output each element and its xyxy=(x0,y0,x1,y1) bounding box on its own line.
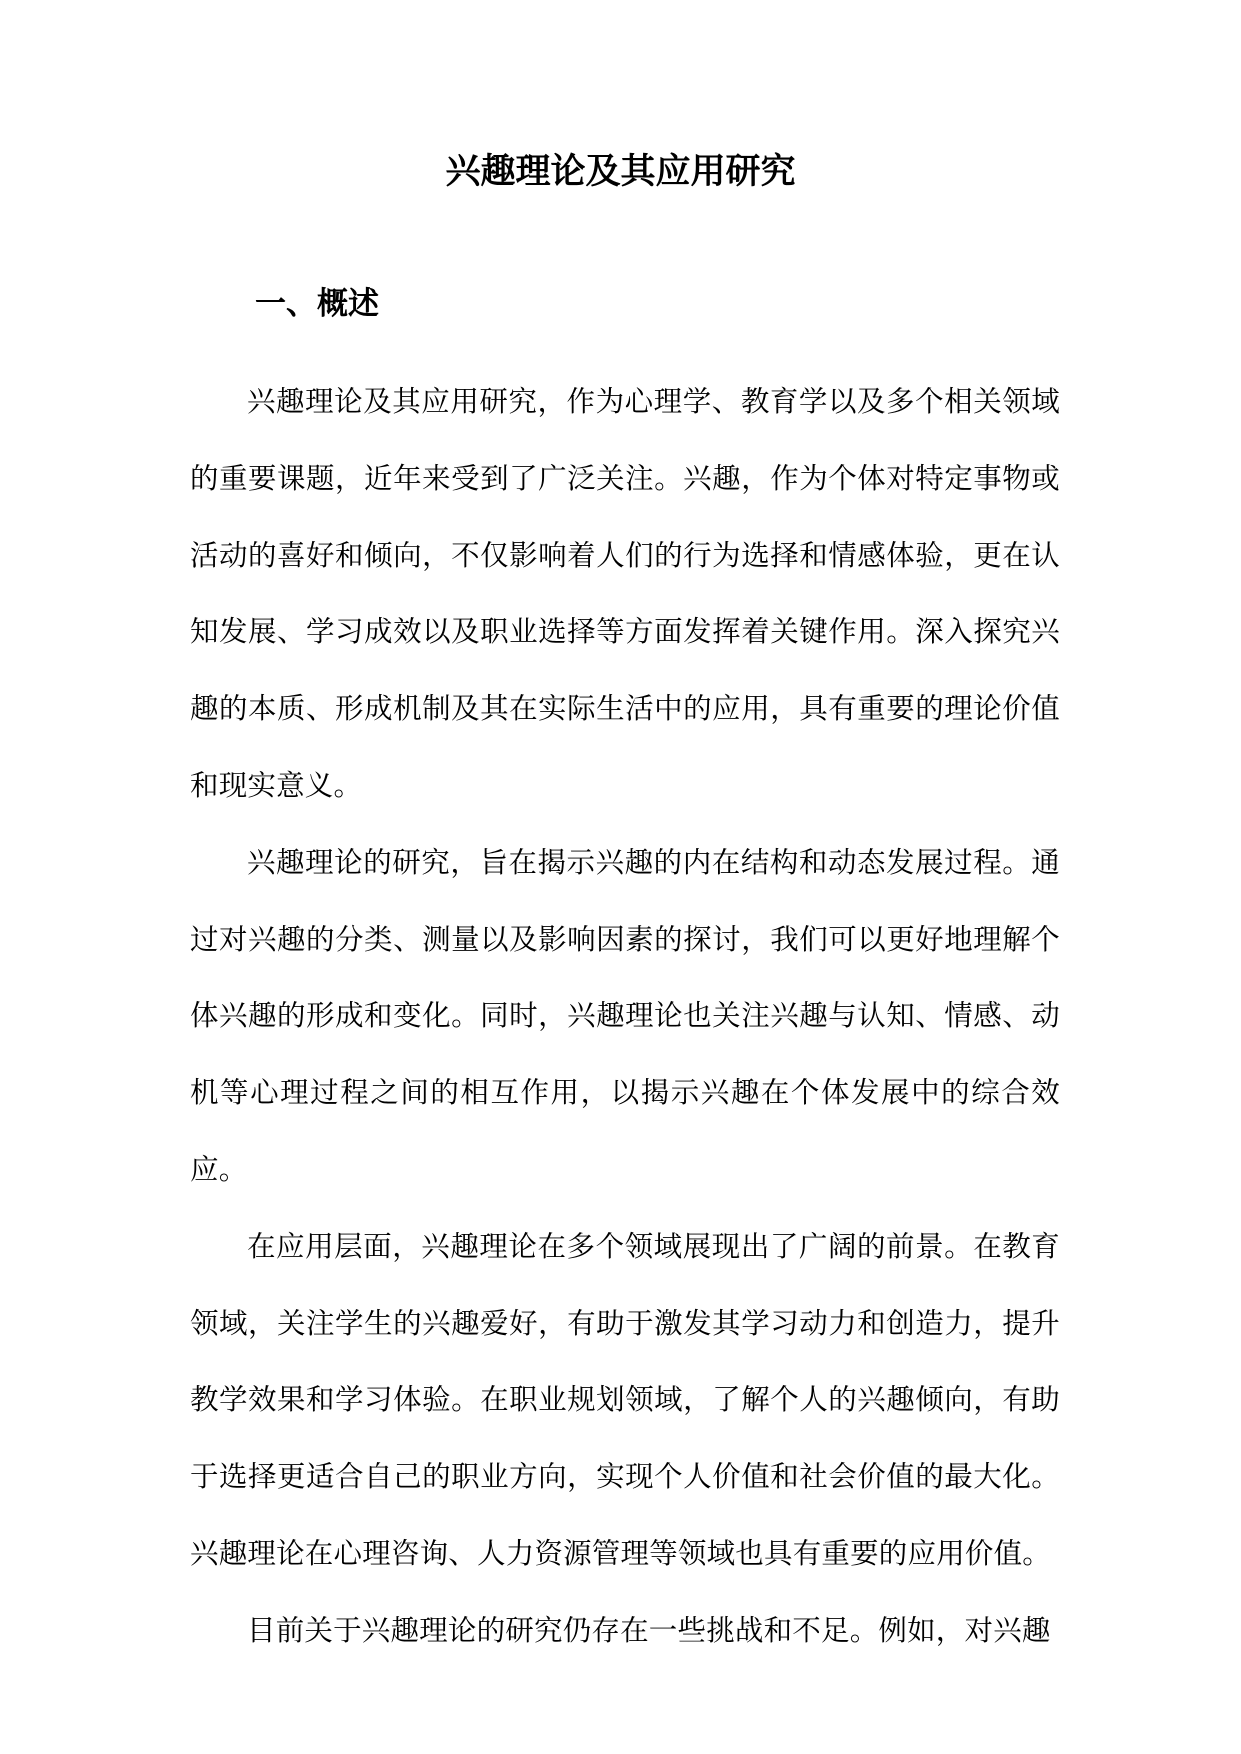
document-title: 兴趣理论及其应用研究 xyxy=(445,152,796,192)
paragraph: 兴趣理论的研究，旨在揭示兴趣的内在结构和动态发展过程。通过对兴趣的分类、测量以及影响因素的探讨，我们可以更好地理解个体兴趣的形成和变化。同时，兴趣理论也关注兴趣与认知、情感、动机等心理过程之间的相互作用，以揭示兴趣在个体发展中的综合效应。 xyxy=(190,845,1060,1186)
paragraph: 目前关于兴趣理论的研究仍存在一些挑战和不足。例如，对兴趣 xyxy=(247,1613,1051,1647)
body-text xyxy=(190,364,1060,1670)
section-heading-overview: 一、概述 xyxy=(255,286,379,322)
paragraph: 兴趣理论及其应用研究，作为心理学、教育学以及多个相关领域的重要课题，近年来受到了广泛关注。兴趣，作为个体对特定事物或活动的喜好和倾向，不仅影响着人们的行为选择和情感体验，更在认知发展、学习成效以及职业选择等方面发挥着关键作用。深入探究兴趣的本质、形成机制及其在实际生活中的应用，具有重要的理论价值和现实意义。 xyxy=(190,385,1060,802)
paragraph: 在应用层面，兴趣理论在多个领域展现出了广阔的前景。在教育领域，关注学生的兴趣爱好，有助于激发其学习动力和创造力，提升教学效果和学习体验。在职业规划领域，了解个人的兴趣倾向，有助于选择更适合自己的职业方向，实现个人价值和社会价值的最大化。兴趣理论在心理咨询、人力资源管理等领域也具有重要的应用价值。 xyxy=(190,1229,1060,1570)
